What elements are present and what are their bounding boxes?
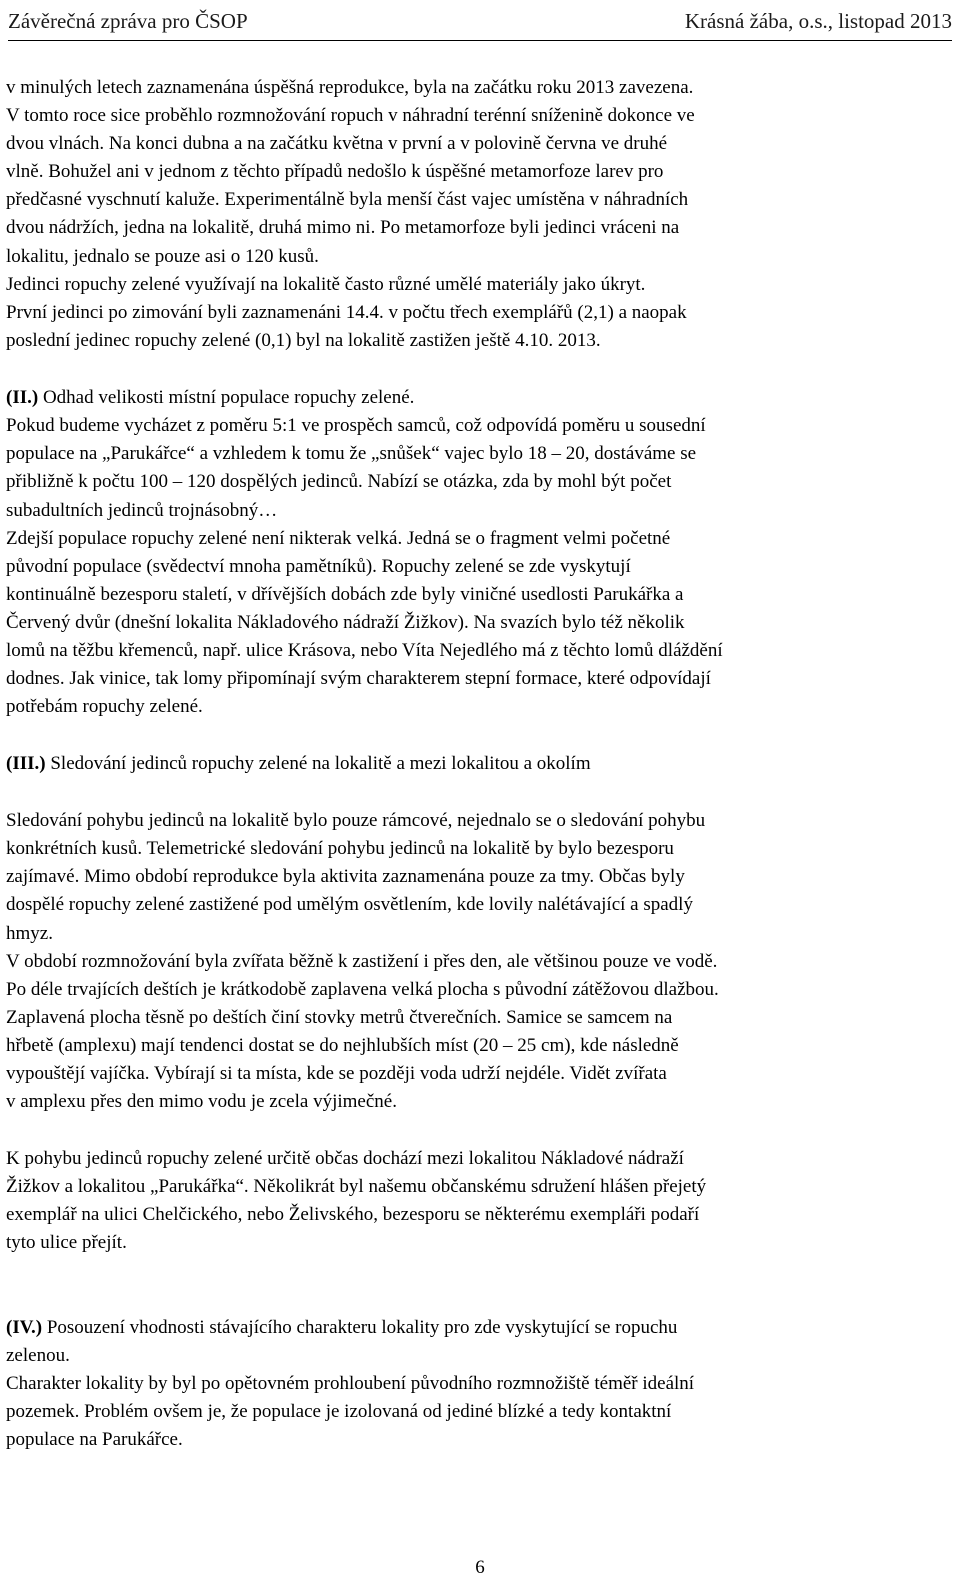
- page-number: 6: [475, 1557, 485, 1578]
- section2-title: Odhad velikosti místní populace ropuchy zelené.: [38, 387, 415, 408]
- header-title: Závěrečná zpráva pro ČSOP: [8, 9, 248, 33]
- section3-line: V období rozmnožování byla zvířata běžně k zastižení i přes den, ale většinou pouze ve vodě.: [6, 951, 718, 972]
- section2-line: lomů na těžbu křemenců, např. ulice Krásova, nebo Víta Nejedlého má z těchto lomů dláždění: [6, 640, 723, 661]
- section2-line: dodnes. Jak vinice, tak lomy připomínají svým charakterem stepní formace, které odpovídají: [6, 668, 711, 689]
- paragraph1-line: dvou vlnách. Na konci dubna a na začátku května v první a v polovině června ve druhé: [6, 133, 668, 154]
- section3-line: K pohybu jedinců ropuchy zelené určitě občas dochází mezi lokalitou Nákladové nádraží: [6, 1148, 684, 1169]
- section4-line: Charakter lokality by byl po opětovném prohloubení původního rozmnožiště téměř ideální: [6, 1373, 695, 1394]
- section2-number: (II.): [6, 387, 39, 408]
- section3-line: v amplexu přes den mimo vodu je zcela výjimečné.: [6, 1091, 397, 1112]
- section3-line: Zaplavená plocha těsně po deštích činí stovky metrů čtverečních. Samice se samcem na: [6, 1007, 673, 1028]
- section2-line: potřebám ropuchy zelené.: [6, 696, 203, 717]
- section4-heading: [6, 1314, 677, 1342]
- section2-line: původní populace (svědectví mnoha pamětníků). Ropuchy zelené se zde vyskytují: [6, 556, 631, 577]
- section2-line: Pokud budeme vycházet z poměru 5:1 ve prospěch samců, což odpovídá poměru u sousední: [6, 415, 706, 436]
- section4-title: Posouzení vhodnosti stávajícího charakteru lokality pro zde vyskytující se ropuchu: [42, 1317, 678, 1338]
- section2-line: populace na „Parukářce“ a vzhledem k tomu že „snůšek“ vajec bylo 18 – 20, dostáváme se: [6, 443, 697, 464]
- paragraph1-line: vlně. Bohužel ani v jednom z těchto případů nedošlo k úspěšné metamorfoze larev pro: [6, 161, 664, 182]
- section3-line: exemplář na ulici Chelčického, nebo Želivského, bezesporu se některému exempláři podaří: [6, 1204, 700, 1225]
- section4-title-continued: zelenou.: [6, 1345, 70, 1366]
- section2-line: subadultních jedinců trojnásobný…: [6, 500, 278, 521]
- section2-line: Zdejší populace ropuchy zelené není nikterak velká. Jedná se o fragment velmi početné: [6, 528, 671, 549]
- section2-line: Červený dvůr (dnešní lokalita Nákladového nádraží Žižkov). Na svazích bylo též několik: [6, 612, 685, 633]
- section2-line: přibližně k počtu 100 – 120 dospělých jedinců. Nabízí se otázka, zda by mohl být počet: [6, 471, 672, 492]
- section3-line: zajímavé. Mimo období reprodukce byla aktivita zaznamenána pouze za tmy. Občas byly: [6, 866, 685, 887]
- header-organization-date: Krásná žába, o.s., listopad 2013: [684, 9, 952, 33]
- section4-line: populace na Parukářce.: [6, 1429, 183, 1450]
- paragraph1-line: lokalitu, jednalo se pouze asi o 120 kusů.: [6, 246, 319, 267]
- paragraph1-line: V tomto roce sice proběhlo rozmnožování ropuch v náhradní terénní sníženině dokonce ve: [6, 105, 695, 126]
- paragraph1-line: dvou nádržích, jedna na lokalitě, druhá mimo ni. Po metamorfoze byli jedinci vráceni na: [6, 217, 680, 238]
- section3-line: Sledování pohybu jedinců na lokalitě bylo pouze rámcové, nejednalo se o sledování pohybu: [6, 810, 706, 831]
- paragraph1-line: Jedinci ropuchy zelené využívají na lokalitě často různé umělé materiály jako úkryt.: [6, 274, 646, 295]
- section3-line: konkrétních kusů. Telemetrické sledování pohybu jedinců na lokalitě by bylo bezesporu: [6, 838, 674, 859]
- section3-line: hmyz.: [6, 923, 53, 944]
- section3-line: vypouštějí vajíčka. Vybírají si ta místa, kde se později voda udrží nejdéle. Vidět zvířata: [6, 1063, 667, 1084]
- paragraph1-line: poslední jedinec ropuchy zelené (0,1) byl na lokalitě zastižen ještě 4.10. 2013.: [6, 330, 601, 351]
- section3-heading: [6, 750, 591, 778]
- section3-line: dospělé ropuchy zelené zastižené pod umělým osvětlením, kde lovily nalétávající a spadlý: [6, 894, 693, 915]
- section4-number: (IV.): [6, 1317, 43, 1338]
- section3-number: (III.): [6, 753, 46, 774]
- paragraph1-line: v minulých letech zaznamenána úspěšná reprodukce, byla na začátku roku 2013 zavezena.: [6, 77, 694, 98]
- paragraph1-line: předčasné vyschnutí kaluže. Experimentálně byla menší část vajec umístěna v náhradních: [6, 189, 689, 210]
- section3-line: Po déle trvajících deštích je krátkodobě zaplavena velká plocha s původní zátěžovou dlažbou.: [6, 979, 719, 1000]
- section2-line: kontinuálně bezesporu staletí, v dřívějších dobách zde byly viničné usedlosti Parukářka a: [6, 584, 684, 605]
- section3-title: Sledování jedinců ropuchy zelené na lokalitě a mezi lokalitou a okolím: [45, 753, 591, 774]
- section3-line: Žižkov a lokalitou „Parukářka“. Několikrát byl našemu občanskému sdružení hlášen přejetý: [6, 1176, 707, 1197]
- section3-line: tyto ulice přejít.: [6, 1232, 127, 1253]
- page-header: [8, 4, 952, 41]
- section4-line: pozemek. Problém ovšem je, že populace je izolovaná od jediné blízké a tedy kontaktní: [6, 1401, 672, 1422]
- section3-line: hřbetě (amplexu) mají tendenci dostat se do nejhlubších míst (20 – 25 cm), kde následně: [6, 1035, 679, 1056]
- paragraph1-line: První jedinci po zimování byli zaznamenáni 14.4. v počtu třech exemplářů (2,1) a naopak: [6, 302, 687, 323]
- section2-heading: [6, 384, 414, 412]
